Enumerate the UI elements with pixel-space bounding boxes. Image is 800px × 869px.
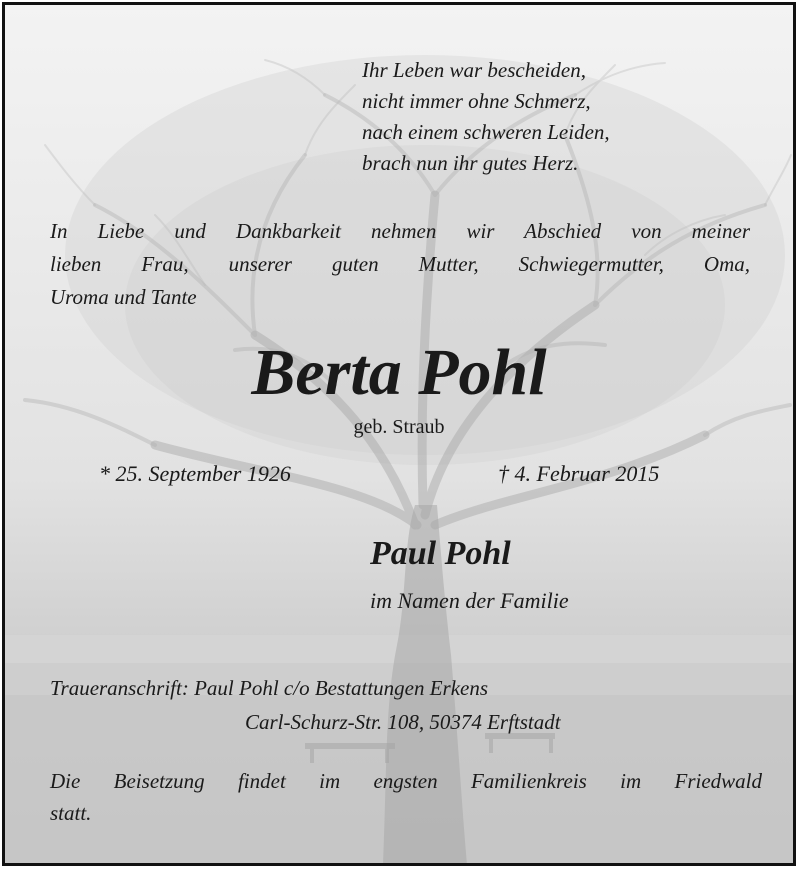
intro-line: lieben Frau, unserer guten Mutter, Schwiegermutter, Oma,: [50, 252, 750, 276]
burial-line: Die Beisetzung findet im engsten Familienkreis im Friedwald: [50, 769, 762, 793]
intro-line: In Liebe und Dankbarkeit nehmen wir Abschied von meiner: [50, 219, 750, 243]
intro-line: Uroma und Tante: [50, 285, 197, 309]
poem-line: brach nun ihr gutes Herz.: [362, 151, 579, 175]
poem-line: nicht immer ohne Schmerz,: [362, 89, 591, 113]
deceased-name: Berta Pohl: [251, 336, 547, 409]
burial-note: [50, 765, 762, 829]
birth-name: geb. Straub: [353, 416, 445, 438]
birth-date: * 25. September 1926: [99, 461, 291, 486]
poem: [362, 55, 610, 179]
signer-subtitle: im Namen der Familie: [370, 588, 569, 613]
obituary-card: [2, 2, 796, 866]
mourning-address-line: Traueranschrift: Paul Pohl c/o Bestattungen Erkens: [50, 676, 489, 700]
intro-paragraph: [50, 215, 750, 314]
signer-name: Paul Pohl: [370, 535, 511, 572]
poem-line: nach einem schweren Leiden,: [362, 120, 610, 144]
death-date: † 4. Februar 2015: [498, 461, 660, 486]
poem-line: Ihr Leben war bescheiden,: [362, 58, 586, 82]
burial-line: statt.: [50, 801, 92, 825]
mourning-address-street: Carl-Schurz-Str. 108, 50374 Erftstadt: [245, 710, 561, 734]
